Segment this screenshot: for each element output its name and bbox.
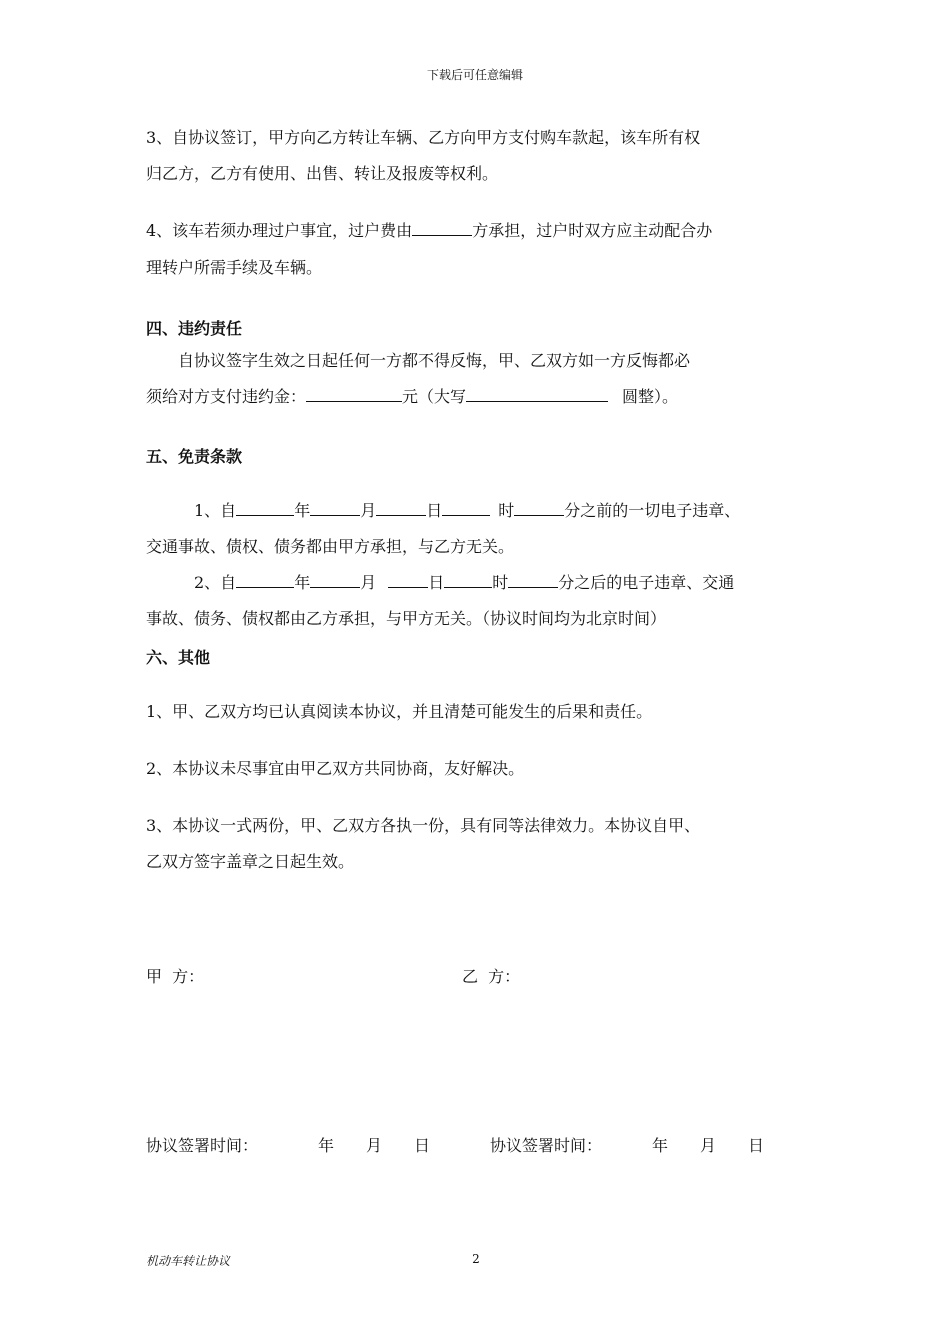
section4-line1: 自协议签字生效之日起任何一方都不得反悔，甲、乙双方如一方反悔都必 [178,351,691,370]
sign-time-a-day: 日 [414,1136,431,1155]
hour-label: 时 [498,501,515,520]
day-label: 日 [428,573,445,592]
item1-prefix: 1、自 [194,501,237,520]
sign-time-b-label: 协议签署时间： [490,1136,603,1155]
penalty-suffix: 圆整）。 [622,387,679,406]
section5-item2-line2: 事故、债务、债权都由乙方承担，与甲方无关。（协议时间均为北京时间） [146,609,667,628]
sign-time-b-year: 年 [652,1136,669,1155]
party-a-label: 甲 方： [146,967,205,986]
section3-item3-line1: 3、自协议签订，甲方向乙方转让车辆、乙方向甲方支付购车款起，该车所有权 [146,128,701,147]
section5-item1-line1 [194,501,740,521]
section5-item2-line1 [194,573,734,593]
footer-title: 机动车转让协议 [146,1254,231,1268]
sign-time-a-label: 协议签署时间： [146,1136,259,1155]
penalty-label: 须给对方支付违约金： [146,387,307,406]
section4-heading: 四、违约责任 [146,319,243,338]
hour-label: 时 [492,573,509,592]
item2-hour-blank[interactable] [444,573,492,588]
section6-heading: 六、其他 [146,648,211,667]
day-label: 日 [426,501,443,520]
penalty-unit: 元（大写 [402,387,467,406]
section4-line2 [146,387,678,407]
item2-minute-blank[interactable] [508,573,558,588]
section3-item4-line2: 理转户所需手续及车辆。 [146,258,323,277]
sign-time-a-month: 月 [366,1136,383,1155]
page-number: 2 [472,1252,480,1266]
item4-text-b: 方承担，过户时双方应主动配合办 [472,221,713,240]
item2-year-blank[interactable] [236,573,294,588]
page-header: 下载后可任意编辑 [426,68,523,82]
item1-minute-blank[interactable] [514,501,564,516]
transfer-fee-party-blank[interactable] [412,221,472,236]
party-b-label: 乙 方： [462,967,521,986]
sign-time-b-month: 月 [700,1136,717,1155]
sign-time-b-day: 日 [748,1136,765,1155]
section6-item1: 1、甲、乙双方均已认真阅读本协议，并且清楚可能发生的后果和责任。 [146,702,653,721]
section6-item3-line2: 乙双方签字盖章之日起生效。 [146,852,355,871]
item2-day-blank[interactable] [388,573,428,588]
item2-month-blank[interactable] [310,573,360,588]
section6-item3-line1: 3、本协议一式两份，甲、乙双方各执一份，具有同等法律效力。本协议自甲、 [146,816,701,835]
item1-year-blank[interactable] [236,501,294,516]
month-label: 月 [360,501,377,520]
penalty-uppercase-blank[interactable] [466,387,608,402]
sign-time-a-year: 年 [318,1136,335,1155]
item2-prefix: 2、自 [194,573,237,592]
item1-suffix: 分之前的一切电子违章、 [564,501,741,520]
item4-text-a: 4、该车若须办理过户事宜，过户费由 [146,221,413,240]
section6-item2: 2、本协议未尽事宜由甲乙双方共同协商，友好解决。 [146,759,525,778]
section3-item4-line1 [146,221,712,241]
item1-day-blank[interactable] [376,501,426,516]
year-label: 年 [294,501,311,520]
penalty-amount-blank[interactable] [306,387,402,402]
section3-item3-line2: 归乙方，乙方有使用、出售、转让及报废等权利。 [146,164,499,183]
year-label: 年 [294,573,311,592]
section5-heading: 五、免责条款 [146,447,243,466]
section5-item1-line2: 交通事故、债权、债务都由甲方承担，与乙方无关。 [146,537,515,556]
item1-month-blank[interactable] [310,501,360,516]
item2-suffix: 分之后的电子违章、交通 [558,573,735,592]
month-label: 月 [360,573,377,592]
item1-hour-blank[interactable] [442,501,490,516]
